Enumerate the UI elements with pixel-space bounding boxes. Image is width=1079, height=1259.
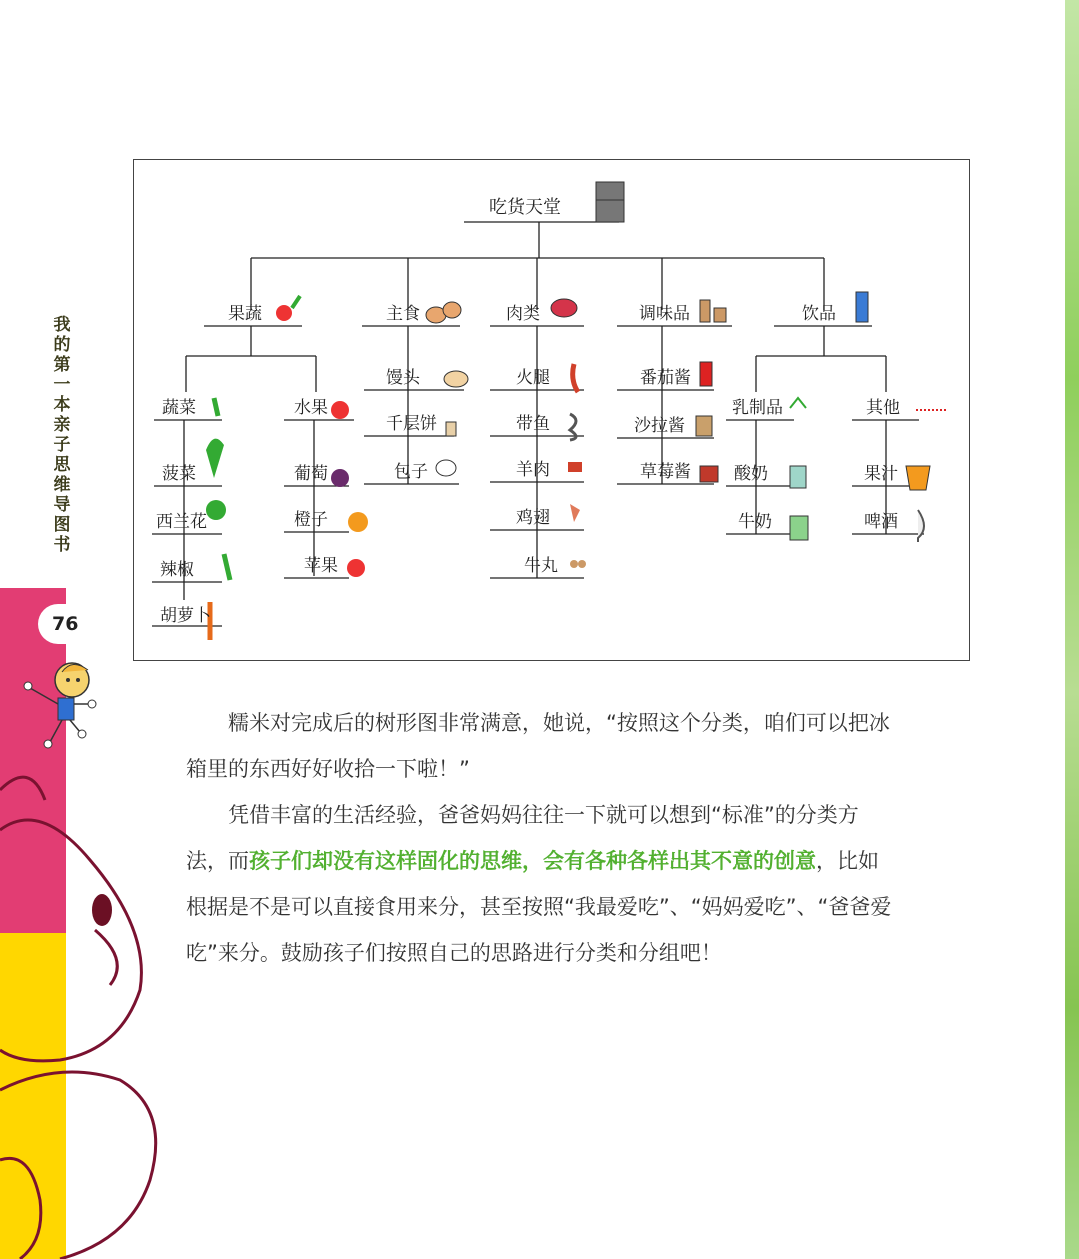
book-title-vertical: 我的第一本亲子思维导图书 <box>53 315 71 555</box>
kid-figure-icon <box>24 663 96 748</box>
item-suannai: 酸奶 <box>734 464 768 484</box>
paragraph-2 <box>186 792 898 976</box>
page-number: 76 <box>38 604 90 644</box>
food-tree-diagram <box>133 159 970 661</box>
tree-root: 吃货天堂 <box>489 197 561 218</box>
item-putao: 葡萄 <box>294 464 328 484</box>
highlight-text: 孩子们却没有这样固化的思维，会有各种各样出其不意的创意 <box>249 849 816 873</box>
item-yangrou: 羊肉 <box>516 460 550 480</box>
item-lajiao: 辣椒 <box>160 560 194 580</box>
fruit-icons <box>331 401 368 577</box>
item-chengzi: 橙子 <box>294 510 328 530</box>
category-roulei: 肉类 <box>506 304 540 324</box>
bunny-outline-icon <box>0 777 156 1259</box>
sub-ruzhipin: 乳制品 <box>732 398 783 418</box>
sub-qita: 其他 <box>866 398 900 418</box>
green-veg-icon <box>206 398 230 640</box>
fridge-icon <box>596 182 624 222</box>
vegetable-icon <box>276 296 300 321</box>
item-pijiu: 啤酒 <box>864 512 898 532</box>
category-yinpin: 饮品 <box>802 304 836 324</box>
tree-connectors <box>134 160 969 660</box>
item-daiyu: 带鱼 <box>516 414 550 434</box>
paragraph-2-end: ，比如根据是不是可以直接食用来分，甚至按照“我最爱吃”、“妈妈爱吃”、“爸爸爱吃”来分。鼓励孩子们按照自己的思路进行分类和分组吧！ <box>186 849 892 965</box>
item-niunai: 牛奶 <box>738 512 772 532</box>
bottle-icon <box>856 292 868 322</box>
sub-shucai: 蔬菜 <box>162 398 196 418</box>
condiment-icon <box>700 300 726 322</box>
item-qiancengbing: 千层饼 <box>386 414 437 434</box>
category-zhushi: 主食 <box>386 304 420 324</box>
item-caomeijiang: 草莓酱 <box>640 462 691 482</box>
category-tiaoweipin: 调味品 <box>639 304 690 324</box>
bread-icon <box>426 302 461 323</box>
item-fanqiejiang: 番茄酱 <box>640 368 691 388</box>
item-shalajiang: 沙拉酱 <box>634 416 685 436</box>
paragraph-1: 糯米对完成后的树形图非常满意，她说，“按照这个分类，咱们可以把冰箱里的东西好好收拾一下啦！” <box>186 711 890 781</box>
item-baozi: 包子 <box>394 462 428 482</box>
meat-item-icons <box>568 364 586 568</box>
sub-shuiguo: 水果 <box>294 398 328 418</box>
item-niuwan: 牛丸 <box>524 556 558 576</box>
item-pingguo: 苹果 <box>304 556 338 576</box>
category-guoshu: 果蔬 <box>228 304 262 324</box>
paragraph-2-start: 凭借丰富的生活经验，爸爸妈妈往往一下就可以想到“标准”的分类方法，而 <box>186 803 859 873</box>
item-xilanhua: 西兰花 <box>156 512 207 532</box>
item-guozhi: 果汁 <box>864 464 898 484</box>
staple-food-icons <box>436 371 468 476</box>
item-bocai: 菠菜 <box>162 464 196 484</box>
meat-icon <box>551 299 577 317</box>
body-text <box>186 700 898 976</box>
item-jichi: 鸡翅 <box>516 508 550 528</box>
item-huluobo: 胡萝卜 <box>160 606 211 626</box>
sauce-icons <box>696 362 718 482</box>
item-huotui: 火腿 <box>516 368 550 388</box>
item-mantou: 馒头 <box>386 368 420 388</box>
right-green-edge <box>1065 0 1079 1259</box>
